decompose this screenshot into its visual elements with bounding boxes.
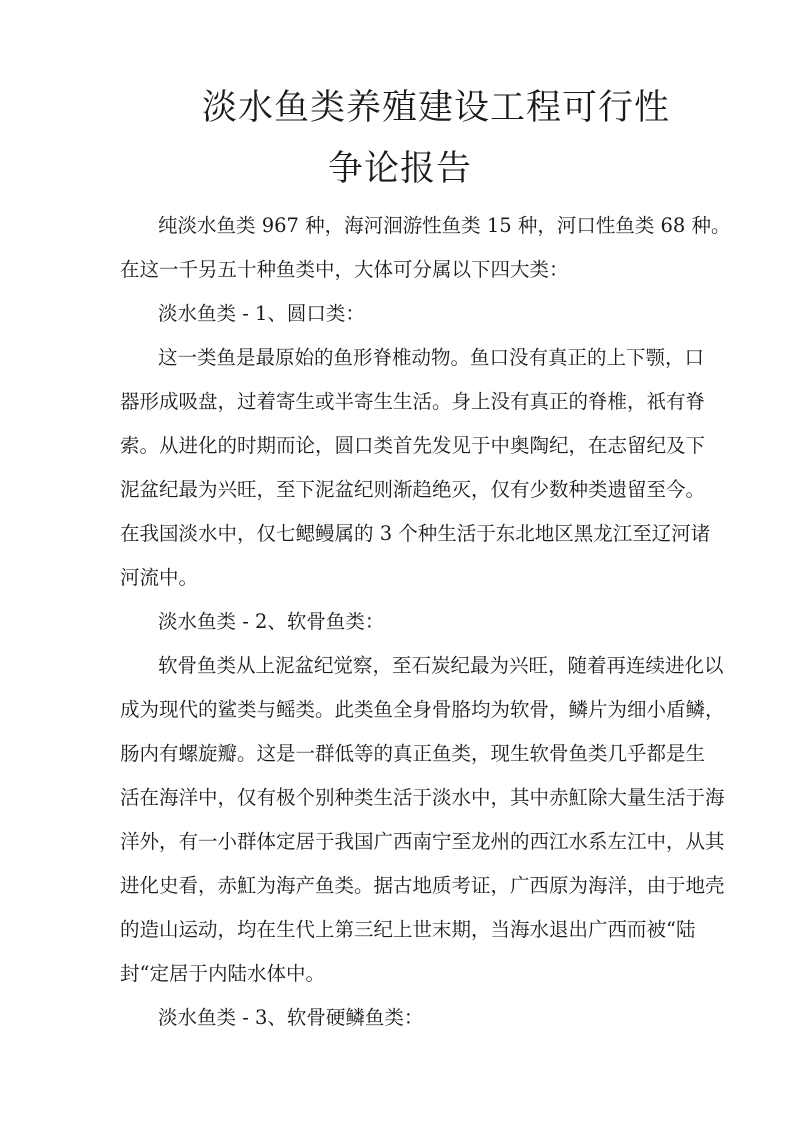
document-title-line2: 争论报告 <box>327 149 472 189</box>
section-heading: 淡水鱼类 - 3、软骨硬鳞鱼类： <box>158 1006 424 1029</box>
paragraph-line: 在这一千另五十种鱼类中，大体可分属以下四大类： <box>120 258 569 281</box>
section-heading: 淡水鱼类 - 2、软骨鱼类： <box>158 610 385 633</box>
section-heading: 淡水鱼类 - 1、圆口类： <box>158 302 365 325</box>
paragraph-line: 这一类鱼是最原始的鱼形脊椎动物。鱼口没有真正的上下颚，口 <box>158 346 705 369</box>
paragraph-line: 进化史看，赤魟为海产鱼类。据古地质考证，广西原为海洋，由于地壳 <box>120 874 725 897</box>
paragraph-line: 器形成吸盘，过着寄生或半寄生生活。身上没有真正的脊椎，祇有脊 <box>120 390 706 413</box>
paragraph-line: 的造山运动，均在生代上第三纪上世末期，当海水退出广西而被“陆 <box>120 918 696 941</box>
paragraph-line: 纯淡水鱼类 967 种，海河洄游性鱼类 15 种，河口性鱼类 68 种。 <box>158 214 731 237</box>
paragraph-line: 泥盆纪最为兴旺，至下泥盆纪则渐趋绝灭，仅有少数种类遗留至今。 <box>120 478 706 501</box>
paragraph-line: 活在海洋中，仅有极个别种类生活于淡水中，其中赤魟除大量生活于海 <box>120 786 725 809</box>
paragraph-line: 河流中。 <box>120 566 199 589</box>
paragraph-line: 成为现代的鲨类与鳐类。此类鱼全身骨胳均为软骨，鳞片为细小盾鳞， <box>120 698 725 721</box>
paragraph-line: 洋外，有一小群体定居于我国广西南宁至龙州的西江水系左江中，从其 <box>120 830 725 853</box>
paragraph-line: 在我国淡水中，仅七鳃鳗属的 3 个种生活于东北地区黑龙江至辽河诸 <box>120 522 711 545</box>
paragraph-line: 肠内有螺旋瓣。这是一群低等的真正鱼类，现生软骨鱼类几乎都是生 <box>120 742 706 765</box>
paragraph-line: 索。从进化的时期而论，圆口类首先发见于中奥陶纪，在志留纪及下 <box>120 434 706 457</box>
paragraph-line: 封“定居于内陆水体中。 <box>120 962 325 985</box>
paragraph-line: 软骨鱼类从上泥盆纪觉察，至石炭纪最为兴旺，随着再连续进化以 <box>158 654 724 677</box>
document-title-line1: 淡水鱼类养殖建设工程可行性 <box>201 88 670 128</box>
